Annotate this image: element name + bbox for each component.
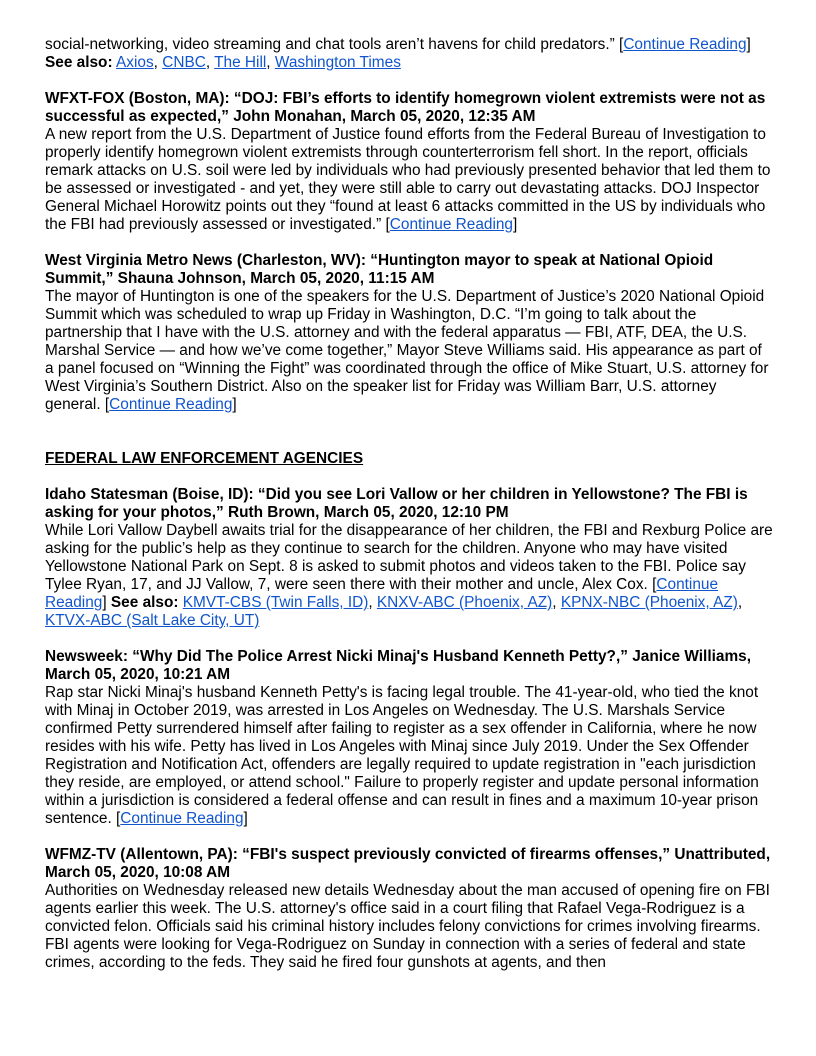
continue-reading-link[interactable]: Continue Reading: [109, 396, 233, 413]
see-also-link-cnbc[interactable]: CNBC: [162, 54, 206, 71]
see-also-link-kmvt[interactable]: KMVT-CBS (Twin Falls, ID): [182, 594, 369, 611]
article-headline: West Virginia Metro News (Charleston, WV): “Huntington mayor to speak at National Opioid Summit,” Shauna Johnson, March 05, 2020, 11:15 AM: [45, 252, 714, 287]
see-also-link-knxv[interactable]: KNXV-ABC (Phoenix, AZ): [376, 594, 553, 611]
article-headline: Newsweek: “Why Did The Police Arrest Nicki Minaj's Husband Kenneth Petty?,” Janice Williams, March 05, 2020, 10:21 AM: [45, 648, 751, 683]
continue-reading-link[interactable]: Continue Reading: [389, 216, 513, 233]
document-page: [45, 36, 773, 990]
bracket-close: ]: [243, 810, 248, 827]
see-also-link-washington-times[interactable]: Washington Times: [274, 54, 401, 71]
bracket-close: ]: [512, 216, 518, 233]
see-also-label: See also:: [110, 594, 179, 611]
article-headline: Idaho Statesman (Boise, ID): “Did you see Lori Vallow or her children in Yellowstone? The FBI is asking for your photos,” Ruth Brown, March 05, 2020, 12:10 PM: [45, 486, 748, 521]
bracket-close: ]: [746, 36, 751, 53]
intro-paragraph: social-networking, video streaming and chat tools aren’t havens for child predators.” [Continue Reading] See also: Axios, CNBC, The Hill, Washington Times: [45, 36, 751, 71]
article-body: [45, 684, 773, 828]
section-title: FEDERAL LAW ENFORCEMENT AGENCIES: [45, 450, 364, 467]
article-newsweek: [45, 648, 773, 828]
article-wfxt: [45, 90, 773, 234]
see-also-link-ktvx[interactable]: KTVX-ABC (Salt Lake City, UT): [45, 612, 260, 629]
article-body-text: A new report from the U.S. Department of Justice found efforts from the Federal Bureau of Investigation to properly identify homegrown violent extremists through counterterrorism fell short. In the report, officials remark attacks on U.S. soil were led by individuals who had previously presented behavior that led them to be assessed or investigated - and yet, they were still able to carry out devastating attacks. DOJ Inspector General Michael Horowitz points out they “found at least 6 attacks committed in the US by individuals who the FBI had previously assessed or investigated.” [: [45, 126, 771, 233]
see-also-label: See also:: [45, 54, 113, 71]
article-headline: WFMZ-TV (Allentown, PA): “FBI's suspect previously convicted of firearms offenses,” Unattributed, March 05, 2020, 10:08 AM: [45, 846, 771, 881]
see-also-link-the-hill[interactable]: The Hill: [214, 54, 267, 71]
article-body-text: The mayor of Huntington is one of the speakers for the U.S. Department of Justice’s 2020 National Opioid Summit which was scheduled to wrap up Friday in Washington, D.C. “I’m going to talk about the partnership that I have with the U.S. attorney and with the federal apparatus — FBI, ATF, DEA, the U.S. Marshal Service — and how we’ve come together,” Mayor Steve Williams said. His appearance as part of a panel focused on “Winning the Fight” was coordinated through the office of Mike Stuart, U.S. attorney for West Virginia’s Southern District. Also on the speaker list for Friday was William Barr, U.S. attorney general. [: [45, 288, 769, 413]
bracket-close: ]: [232, 396, 237, 413]
article-idaho-statesman: [45, 486, 773, 630]
article-body: [45, 288, 773, 414]
article-body: [45, 126, 773, 234]
article-body: Authorities on Wednesday released new details Wednesday about the man accused of opening fire on FBI agents earlier this week. The U.S. attorney's office said in a court filing that Rafael Vega-Rodriguez is a convicted felon. Officials said his criminal history includes felony convictions for crimes involving firearms. FBI agents were looking for Vega-Rodriguez on Sunday in connection with a series of federal and state crimes, according to the feds. They said he fired four gunshots at agents, and then: [45, 882, 770, 971]
bracket-close: ]: [102, 594, 111, 611]
article-body-text: Rap star Nicki Minaj's husband Kenneth Petty's is facing legal trouble. The 41-year-old, who tied the knot with Minaj in October 2019, was arrested in Los Angeles on Wednesday. The U.S. Marshals Service confirmed Petty surrendered himself after failing to register as a sex offender in California, where he now resides with his wife. Petty has lived in Los Angeles with Minaj since July 2019. Under the Sex Offender Registration and Notification Act, offenders are legally required to update registration in "each jurisdiction they reside, are employed, or attend school." Failure to properly register and update personal information within a jurisdiction is considered a federal offense and can result in fines and a maximum 10-year prison sentence. [: [45, 684, 759, 827]
article-wfmz: [45, 846, 773, 972]
see-also-link-kpnx[interactable]: KPNX-NBC (Phoenix, AZ): [560, 594, 738, 611]
article-body-text: While Lori Vallow Daybell awaits trial for the disappearance of her children, the FBI and Rexburg Police are asking for the public’s help as they continue to search for the children. Anyone who may have visited Yellowstone National Park on Sept. 8 is asked to submit photos and videos taken to the FBI. Police say Tylee Ryan, 17, and JJ Vallow, 7, were seen there with their mother and uncle, Alex Cox. [: [45, 522, 773, 593]
article-headline: WFXT-FOX (Boston, MA): “DOJ: FBI’s efforts to identify homegrown violent extremists were not as successful as expected,” John Monahan, March 05, 2020, 12:35 AM: [45, 90, 766, 125]
continue-reading-link[interactable]: Continue Reading: [45, 576, 718, 611]
intro-text: social-networking, video streaming and chat tools aren’t havens for child predators.” [: [45, 36, 624, 53]
article-wv-metro-news: [45, 252, 773, 414]
continue-reading-link[interactable]: Continue Reading: [120, 810, 244, 827]
continue-reading-link[interactable]: Continue Reading: [623, 36, 747, 53]
see-also-link-axios[interactable]: Axios: [116, 54, 154, 71]
article-body: While Lori Vallow Daybell awaits trial for the disappearance of her children, the FBI and Rexburg Police are asking for the public’s help as they continue to search for the children. Anyone who may have visited Yellowstone National Park on Sept. 8 is asked to submit photos and videos taken to the FBI. Police say Tylee Ryan, 17, and JJ Vallow, 7, were seen there with their mother and uncle, Alex Cox. [Continue Reading] See also: KMVT-CBS (Twin Falls, ID), KNXV-ABC (Phoenix, AZ), KPNX-NBC (Phoenix, AZ), KTVX-ABC (Salt Lake City, UT): [45, 522, 773, 629]
